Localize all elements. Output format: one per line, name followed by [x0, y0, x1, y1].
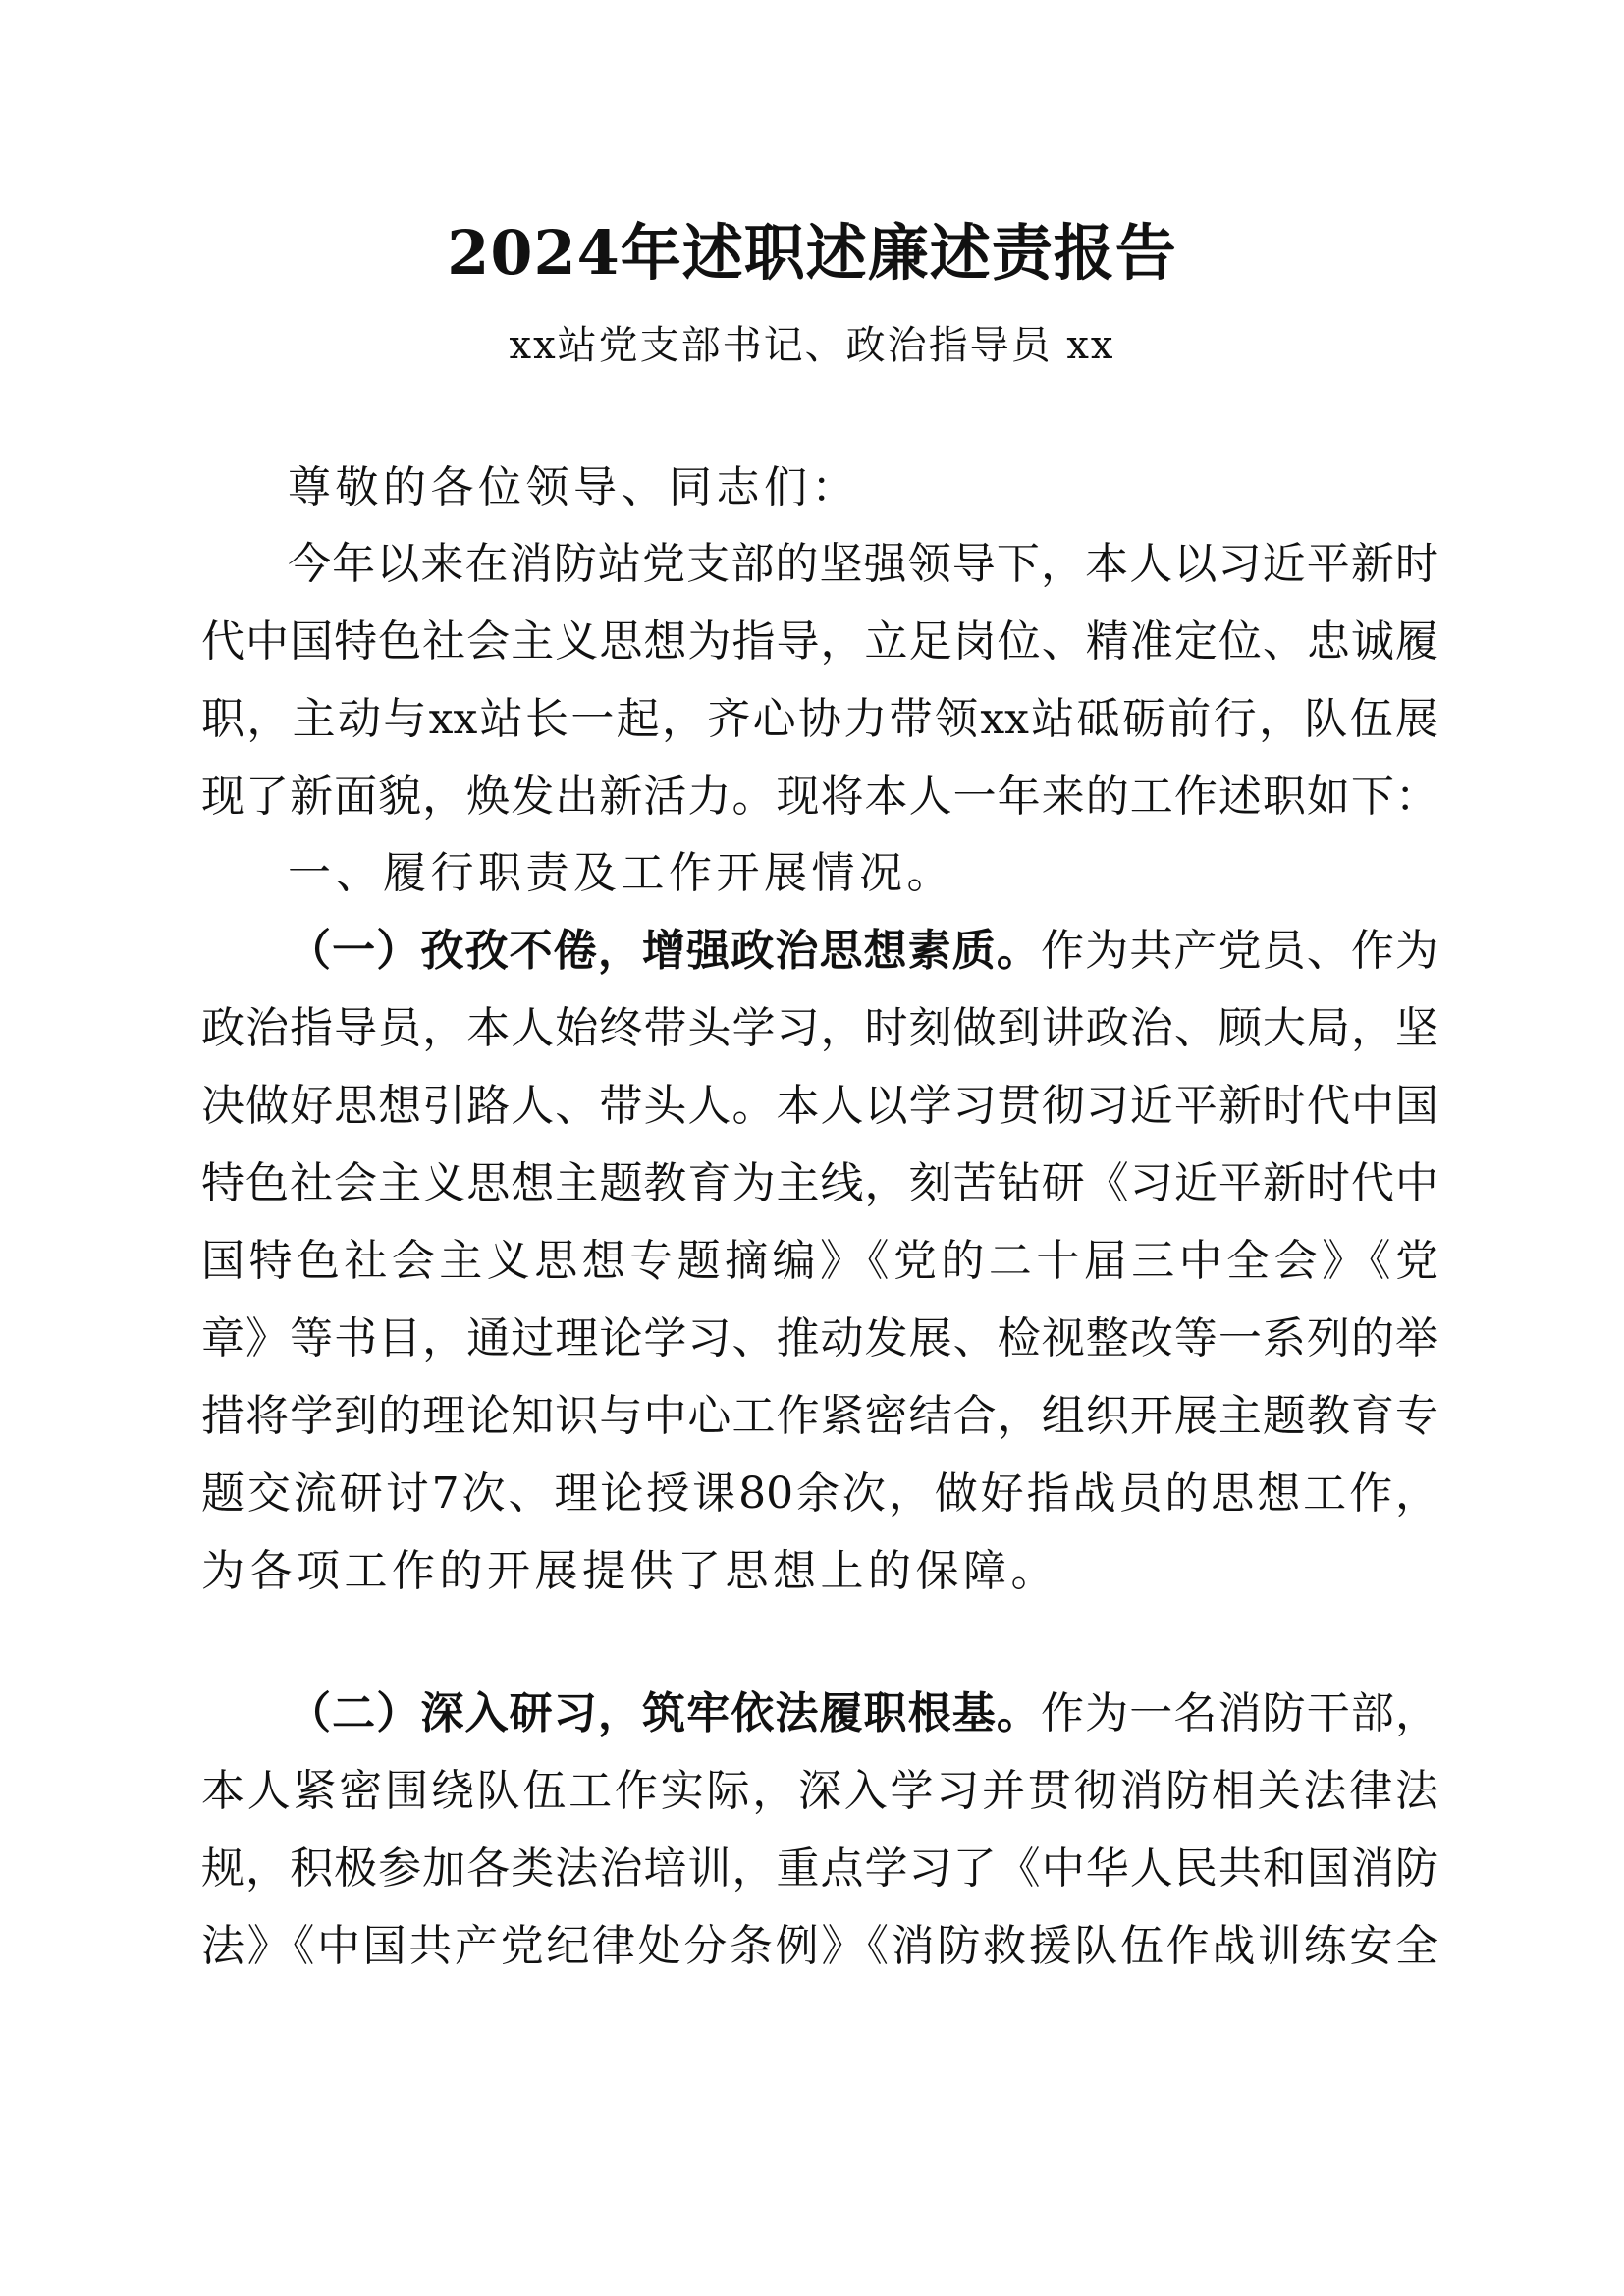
sub2-heading: （二）深入研习，筑牢依法履职根基。 [288, 1688, 1042, 1738]
salutation [201, 456, 1438, 519]
section-heading [201, 842, 1438, 905]
sub1-line: 措将学到的理论知识与中心工作紧密结合，组织开展主题教育专 [201, 1391, 1438, 1441]
sub1-heading: （一）孜孜不倦，增强政治思想素质。 [288, 926, 1042, 976]
sub1-line: 题交流研讨7次、理论授课80余次，做好指战员的思想工作， [201, 1468, 1438, 1519]
sub2-first-line [201, 1682, 1438, 1745]
sub1-line: 章》等书目，通过理论学习、推动发展、检视整改等一系列的举 [201, 1313, 1438, 1363]
sub1-line: 特色社会主义思想主题教育为主线，刻苦钻研《习近平新时代中 [201, 1158, 1438, 1208]
section-heading-text: 一、履行职责及工作开展情况。 [288, 848, 954, 898]
sub1-line: 政治指导员，本人始终带头学习，时刻做到讲政治、顾大局，坚 [201, 1003, 1438, 1053]
sub2-first-line-text: 作为一名消防干部， [1041, 1688, 1439, 1738]
sub1-first-line [201, 920, 1438, 983]
sub2-line: 本人紧密围绕队伍工作实际，深入学习并贯彻消防相关法律法 [201, 1766, 1438, 1816]
page-title: 2024年述职述廉述责报告 [447, 217, 1177, 289]
sub1-line: 决做好思想引路人、带头人。本人以学习贯彻习近平新时代中国 [201, 1081, 1438, 1131]
sub2-line: 规，积极参加各类法治培训，重点学习了《中华人民共和国消防 [201, 1843, 1438, 1894]
sub1-line: 国特色社会主义思想专题摘编》《党的二十届三中全会》《党 [201, 1236, 1438, 1286]
intro-line-3: 职，主动与xx站长一起，齐心协力带领xx站砥砺前行，队伍展 [201, 694, 1438, 744]
author-line: xx站党支部书记、政治指导员 xx [509, 323, 1115, 368]
salutation-text: 尊敬的各位领导、同志们： [288, 462, 859, 512]
intro-line-2: 代中国特色社会主义思想为指导，立足岗位、精准定位、忠诚履 [201, 616, 1438, 667]
sub2-line: 法》《中国共产党纪律处分条例》《消防救援队伍作战训练安全 [201, 1921, 1438, 1971]
sub1-line-last: 为各项工作的开展提供了思想上的保障。 [201, 1546, 1058, 1596]
intro-line-1: 今年以来在消防站党支部的坚强领导下，本人以习近平新时 [288, 539, 1438, 589]
intro-line-4: 现了新面貌，焕发出新活力。现将本人一年来的工作述职如下： [201, 772, 1438, 822]
sub1-first-line-text: 作为共产党员、作为 [1041, 926, 1439, 976]
